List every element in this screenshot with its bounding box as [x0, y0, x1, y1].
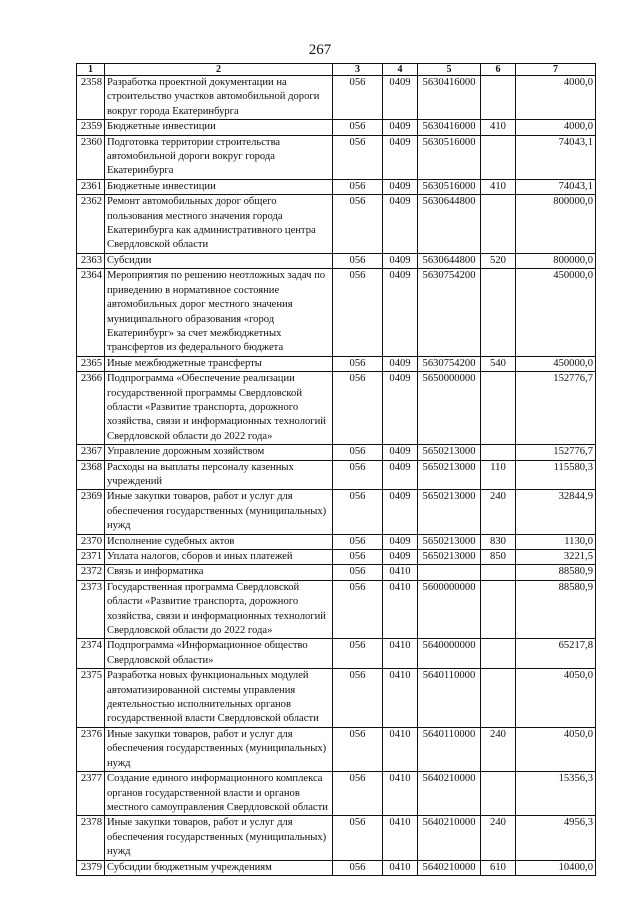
row-code-expense: 830	[481, 534, 516, 549]
table-row	[77, 490, 596, 534]
row-code-target	[418, 565, 481, 580]
row-code-target: 5640110000	[418, 727, 481, 771]
row-code-admin: 056	[333, 669, 383, 728]
row-code-section: 0409	[383, 120, 418, 135]
row-number: 2367	[77, 445, 105, 460]
row-code-target: 5650213000	[418, 490, 481, 534]
row-name: Субсидии	[105, 253, 333, 268]
row-code-expense	[481, 372, 516, 445]
row-code-expense: 240	[481, 490, 516, 534]
table-row	[77, 356, 596, 371]
row-name: Управление дорожным хозяйством	[105, 445, 333, 460]
table-row	[77, 580, 596, 639]
table-row	[77, 727, 596, 771]
row-code-admin: 056	[333, 356, 383, 371]
row-name: Мероприятия по решению неотложных задач по приведению в нормативное состояние автомобильных дорог местного значения муниципального образования «город Екатеринбург» за счет межбюджетных трансфертов из федерального бюджета	[105, 269, 333, 356]
row-amount: 800000,0	[516, 195, 596, 254]
row-number: 2378	[77, 816, 105, 860]
row-code-section: 0409	[383, 356, 418, 371]
row-name: Иные закупки товаров, работ и услуг для обеспечения государственных (муниципальных) нужд	[105, 490, 333, 534]
table-row	[77, 460, 596, 490]
row-number: 2376	[77, 727, 105, 771]
row-amount: 74043,1	[516, 135, 596, 179]
row-code-expense	[481, 639, 516, 669]
row-code-section: 0409	[383, 490, 418, 534]
row-code-target: 5640110000	[418, 669, 481, 728]
row-code-expense: 410	[481, 179, 516, 194]
row-code-section: 0409	[383, 460, 418, 490]
row-code-expense: 520	[481, 253, 516, 268]
row-number: 2364	[77, 269, 105, 356]
row-code-admin: 056	[333, 534, 383, 549]
row-number: 2362	[77, 195, 105, 254]
row-number: 2374	[77, 639, 105, 669]
row-code-admin: 056	[333, 550, 383, 565]
row-code-admin: 056	[333, 565, 383, 580]
row-name: Иные закупки товаров, работ и услуг для обеспечения государственных (муниципальных) нужд	[105, 816, 333, 860]
row-code-admin: 056	[333, 445, 383, 460]
table-row	[77, 76, 596, 120]
row-amount: 88580,9	[516, 565, 596, 580]
row-name: Бюджетные инвестиции	[105, 179, 333, 194]
row-name: Подготовка территории строительства автомобильной дороги вокруг города Екатеринбурга	[105, 135, 333, 179]
row-code-section: 0410	[383, 565, 418, 580]
header-row	[77, 64, 596, 76]
row-name: Подпрограмма «Информационное общество Свердловской области»	[105, 639, 333, 669]
row-amount: 1130,0	[516, 534, 596, 549]
row-name: Иные закупки товаров, работ и услуг для обеспечения государственных (муниципальных) нужд	[105, 727, 333, 771]
row-code-expense	[481, 269, 516, 356]
row-code-expense: 240	[481, 816, 516, 860]
row-code-section: 0409	[383, 372, 418, 445]
row-code-section: 0410	[383, 727, 418, 771]
row-name: Расходы на выплаты персоналу казенных учреждений	[105, 460, 333, 490]
row-code-section: 0409	[383, 534, 418, 549]
row-code-section: 0409	[383, 550, 418, 565]
row-amount: 450000,0	[516, 269, 596, 356]
header-col-4: 4	[383, 64, 418, 76]
header-col-2: 2	[105, 64, 333, 76]
row-code-section: 0409	[383, 76, 418, 120]
row-number: 2373	[77, 580, 105, 639]
row-code-section: 0410	[383, 639, 418, 669]
row-code-section: 0410	[383, 772, 418, 816]
row-code-target: 5640210000	[418, 816, 481, 860]
row-code-section: 0409	[383, 195, 418, 254]
table-row	[77, 550, 596, 565]
row-name: Бюджетные инвестиции	[105, 120, 333, 135]
row-code-target: 5630754200	[418, 269, 481, 356]
row-code-target: 5650213000	[418, 550, 481, 565]
row-amount: 65217,8	[516, 639, 596, 669]
row-code-expense	[481, 195, 516, 254]
row-code-admin: 056	[333, 269, 383, 356]
table-row	[77, 445, 596, 460]
row-code-target: 5630516000	[418, 135, 481, 179]
row-number: 2371	[77, 550, 105, 565]
table-row	[77, 253, 596, 268]
table-row	[77, 816, 596, 860]
row-name: Иные межбюджетные трансферты	[105, 356, 333, 371]
table-body	[77, 76, 596, 876]
row-number: 2363	[77, 253, 105, 268]
header-col-7: 7	[516, 64, 596, 76]
row-name: Разработка проектной документации на строительство участков автомобильной дороги вокруг города Екатеринбурга	[105, 76, 333, 120]
row-code-section: 0409	[383, 179, 418, 194]
row-code-admin: 056	[333, 580, 383, 639]
row-amount: 4956,3	[516, 816, 596, 860]
row-code-target: 5640000000	[418, 639, 481, 669]
row-code-admin: 056	[333, 860, 383, 875]
row-code-target: 5650000000	[418, 372, 481, 445]
row-code-expense: 850	[481, 550, 516, 565]
table-row	[77, 195, 596, 254]
row-amount: 10400,0	[516, 860, 596, 875]
table-row	[77, 179, 596, 194]
row-code-admin: 056	[333, 253, 383, 268]
row-code-admin: 056	[333, 195, 383, 254]
row-amount: 32844,9	[516, 490, 596, 534]
row-code-admin: 056	[333, 179, 383, 194]
row-number: 2360	[77, 135, 105, 179]
row-code-admin: 056	[333, 120, 383, 135]
row-name: Связь и информатика	[105, 565, 333, 580]
row-code-target: 5640210000	[418, 772, 481, 816]
table-row	[77, 639, 596, 669]
row-amount: 450000,0	[516, 356, 596, 371]
row-code-admin: 056	[333, 135, 383, 179]
row-code-admin: 056	[333, 76, 383, 120]
row-code-expense: 240	[481, 727, 516, 771]
row-amount: 4000,0	[516, 120, 596, 135]
row-code-target: 5630516000	[418, 179, 481, 194]
row-code-admin: 056	[333, 772, 383, 816]
row-number: 2358	[77, 76, 105, 120]
row-code-admin: 056	[333, 639, 383, 669]
row-amount: 15356,3	[516, 772, 596, 816]
row-number: 2370	[77, 534, 105, 549]
row-number: 2369	[77, 490, 105, 534]
row-number: 2365	[77, 356, 105, 371]
row-code-section: 0410	[383, 669, 418, 728]
table-row	[77, 135, 596, 179]
row-amount: 74043,1	[516, 179, 596, 194]
row-code-section: 0410	[383, 816, 418, 860]
row-amount: 3221,5	[516, 550, 596, 565]
row-code-admin: 056	[333, 727, 383, 771]
row-amount: 88580,9	[516, 580, 596, 639]
row-code-target: 5630644800	[418, 195, 481, 254]
row-number: 2379	[77, 860, 105, 875]
row-code-section: 0409	[383, 445, 418, 460]
budget-table	[76, 63, 596, 876]
row-name: Создание единого информационного комплекса органов государственной власти и органов местного самоуправления Свердловской области	[105, 772, 333, 816]
row-number: 2368	[77, 460, 105, 490]
table-row	[77, 772, 596, 816]
row-code-section: 0409	[383, 135, 418, 179]
row-amount: 115580,3	[516, 460, 596, 490]
table-row	[77, 860, 596, 875]
table-row	[77, 372, 596, 445]
row-code-target: 5650213000	[418, 534, 481, 549]
row-name: Исполнение судебных актов	[105, 534, 333, 549]
row-amount: 4050,0	[516, 727, 596, 771]
row-code-target: 5630416000	[418, 76, 481, 120]
table-row	[77, 269, 596, 356]
row-amount: 800000,0	[516, 253, 596, 268]
row-code-target: 5630754200	[418, 356, 481, 371]
row-code-expense: 610	[481, 860, 516, 875]
row-number: 2372	[77, 565, 105, 580]
row-name: Субсидии бюджетным учреждениям	[105, 860, 333, 875]
row-number: 2377	[77, 772, 105, 816]
table-row	[77, 669, 596, 728]
row-code-expense	[481, 772, 516, 816]
row-code-admin: 056	[333, 816, 383, 860]
row-code-expense	[481, 580, 516, 639]
row-name: Государственная программа Свердловской области «Развитие транспорта, дорожного хозяйства, связи и информационных технологий Свердловской области до 2022 года»	[105, 580, 333, 639]
row-code-target: 5630644800	[418, 253, 481, 268]
row-name: Уплата налогов, сборов и иных платежей	[105, 550, 333, 565]
row-code-expense	[481, 76, 516, 120]
row-code-section: 0410	[383, 580, 418, 639]
row-code-admin: 056	[333, 372, 383, 445]
row-amount: 4050,0	[516, 669, 596, 728]
row-code-target: 5650213000	[418, 445, 481, 460]
row-code-target: 5650213000	[418, 460, 481, 490]
header-col-3: 3	[333, 64, 383, 76]
row-number: 2361	[77, 179, 105, 194]
row-amount: 4000,0	[516, 76, 596, 120]
row-code-expense: 110	[481, 460, 516, 490]
row-number: 2366	[77, 372, 105, 445]
row-code-expense	[481, 445, 516, 460]
table-row	[77, 534, 596, 549]
row-code-expense	[481, 669, 516, 728]
row-code-expense: 540	[481, 356, 516, 371]
header-col-5: 5	[418, 64, 481, 76]
row-code-target: 5600000000	[418, 580, 481, 639]
row-code-expense	[481, 565, 516, 580]
page-number: 267	[308, 42, 332, 58]
table-row	[77, 565, 596, 580]
row-code-target: 5630416000	[418, 120, 481, 135]
row-code-expense	[481, 135, 516, 179]
table-row	[77, 120, 596, 135]
row-code-section: 0410	[383, 860, 418, 875]
header-col-6: 6	[481, 64, 516, 76]
row-code-admin: 056	[333, 490, 383, 534]
row-code-section: 0409	[383, 253, 418, 268]
row-amount: 152776,7	[516, 372, 596, 445]
header-col-1: 1	[77, 64, 105, 76]
row-name: Разработка новых функциональных модулей автоматизированной системы управления деятельностью исполнительных органов государственной власти Свердловской области	[105, 669, 333, 728]
row-number: 2359	[77, 120, 105, 135]
row-code-section: 0409	[383, 269, 418, 356]
row-name: Ремонт автомобильных дорог общего пользования местного значения города Екатеринбурга как административного центра Свердловской области	[105, 195, 333, 254]
row-name: Подпрограмма «Обеспечение реализации государственной программы Свердловской области «Развитие транспорта, дорожного хозяйства, связи и информационных технологий Свердловской области до 2022 года»	[105, 372, 333, 445]
row-number: 2375	[77, 669, 105, 728]
row-code-admin: 056	[333, 460, 383, 490]
row-amount: 152776,7	[516, 445, 596, 460]
row-code-target: 5640210000	[418, 860, 481, 875]
row-code-expense: 410	[481, 120, 516, 135]
